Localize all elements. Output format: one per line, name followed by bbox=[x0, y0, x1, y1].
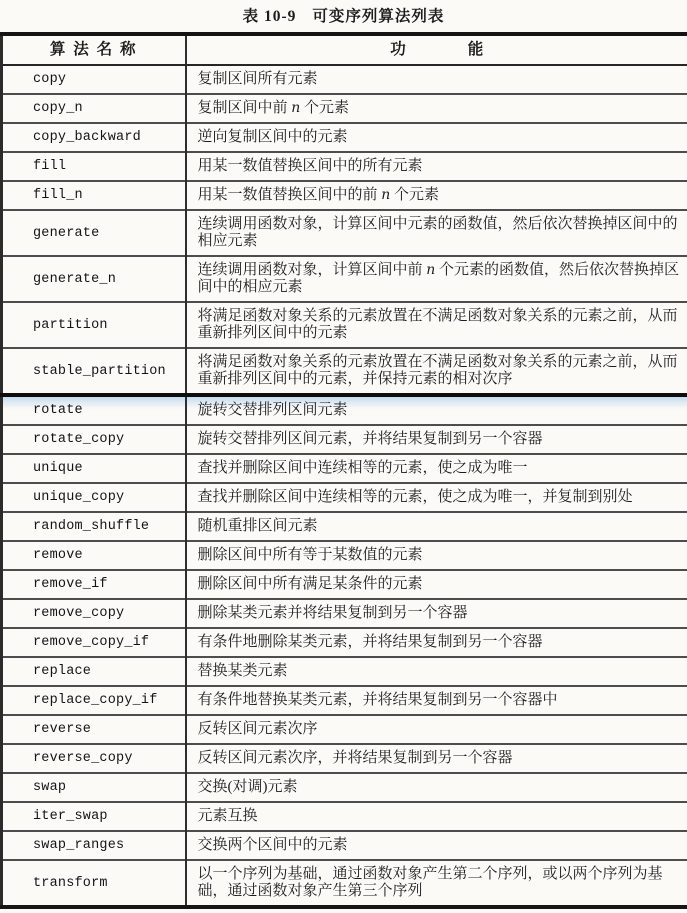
function-text: 删除某类元素并将结果复制到另一个容器 bbox=[197, 605, 468, 621]
table-row bbox=[2, 152, 687, 181]
table-row bbox=[2, 210, 687, 256]
algorithm-name-cell: remove_copy_if bbox=[2, 628, 186, 657]
function-text: 交换(对调)元素 bbox=[197, 779, 298, 795]
function-text: 替换某类元素 bbox=[197, 663, 288, 679]
table-row bbox=[2, 395, 687, 425]
table-header bbox=[2, 34, 687, 65]
function-text: 复制区间中前 bbox=[197, 100, 292, 116]
function-text: 将满足函数对象关系的元素放置在不满足函数对象关系的元素之前，从而重新排列区间中的元素 bbox=[197, 308, 678, 341]
function-text: 逆向复制区间中的元素 bbox=[197, 129, 348, 145]
function-cell bbox=[186, 570, 687, 599]
function-cell bbox=[186, 744, 687, 773]
function-cell bbox=[186, 256, 687, 302]
table-row bbox=[2, 65, 687, 94]
function-cell bbox=[186, 454, 687, 483]
italic-variable: n bbox=[291, 100, 301, 116]
algorithm-name-cell: iter_swap bbox=[2, 802, 186, 831]
table-row bbox=[2, 425, 687, 454]
function-cell bbox=[186, 512, 687, 541]
function-text: 连续调用函数对象，计算区间中元素的函数值，然后依次替换掉区间中的相应元素 bbox=[197, 216, 678, 249]
table-row bbox=[2, 483, 687, 512]
function-cell bbox=[186, 181, 687, 210]
table-row bbox=[2, 256, 687, 302]
table-row bbox=[2, 181, 687, 210]
algorithm-name-cell: stable_partition bbox=[2, 348, 186, 395]
table-row bbox=[2, 599, 687, 628]
function-cell bbox=[186, 210, 687, 256]
algorithm-name-cell: fill bbox=[2, 152, 186, 181]
function-text: 删除区间中所有满足某条件的元素 bbox=[197, 576, 423, 592]
function-text: 用某一数值替换区间中的所有元素 bbox=[197, 158, 423, 174]
function-text: 复制区间所有元素 bbox=[197, 71, 318, 87]
algorithm-name-cell: swap bbox=[2, 773, 186, 802]
algorithm-name-cell: rotate bbox=[2, 395, 186, 425]
algorithm-name-cell: copy bbox=[2, 65, 186, 94]
function-text: 将满足函数对象关系的元素放置在不满足函数对象关系的元素之前，从而重新排列区间中的元素，并保持元素的相对次序 bbox=[197, 354, 678, 387]
table-row bbox=[2, 715, 687, 744]
function-text: 以一个序列为基础，通过函数对象产生第二个序列，或以两个序列为基础，通过函数对象产生第三个序列 bbox=[197, 866, 663, 899]
function-text: 查找并删除区间中连续相等的元素，使之成为唯一 bbox=[197, 460, 528, 476]
table-body bbox=[2, 65, 687, 907]
function-cell bbox=[186, 123, 687, 152]
function-text: 交换两个区间中的元素 bbox=[197, 837, 348, 853]
algorithm-name-cell: remove_copy bbox=[2, 599, 186, 628]
function-cell bbox=[186, 65, 687, 94]
header-algorithm-name: 算 法 名 称 bbox=[2, 34, 186, 65]
function-cell bbox=[186, 395, 687, 425]
algorithm-name-cell: copy_n bbox=[2, 94, 186, 123]
function-cell bbox=[186, 715, 687, 744]
table-row bbox=[2, 860, 687, 907]
function-text: 有条件地删除某类元素，并将结果复制到另一个容器 bbox=[197, 634, 543, 650]
table-row bbox=[2, 802, 687, 831]
table-caption-number: 表 10-9 bbox=[242, 8, 297, 25]
table-row bbox=[2, 94, 687, 123]
table-row bbox=[2, 831, 687, 860]
algorithm-name-cell: unique bbox=[2, 454, 186, 483]
table-caption bbox=[0, 0, 687, 26]
italic-variable: n bbox=[381, 187, 391, 203]
algorithm-name-cell: remove bbox=[2, 541, 186, 570]
function-cell bbox=[186, 628, 687, 657]
algorithm-name-cell: generate bbox=[2, 210, 186, 256]
algorithm-name-cell: rotate_copy bbox=[2, 425, 186, 454]
function-cell bbox=[186, 348, 687, 395]
table-row bbox=[2, 570, 687, 599]
table-row bbox=[2, 512, 687, 541]
table-row bbox=[2, 123, 687, 152]
function-text: 删除区间中所有等于某数值的元素 bbox=[197, 547, 423, 563]
header-row bbox=[2, 34, 687, 65]
function-cell bbox=[186, 94, 687, 123]
algorithm-name-cell: generate_n bbox=[2, 256, 186, 302]
algorithm-name-cell: reverse bbox=[2, 715, 186, 744]
function-cell bbox=[186, 686, 687, 715]
table-row bbox=[2, 541, 687, 570]
algorithm-name-cell: remove_if bbox=[2, 570, 186, 599]
table-row bbox=[2, 773, 687, 802]
function-text: 随机重排区间元素 bbox=[197, 518, 318, 534]
algorithm-name-cell: transform bbox=[2, 860, 186, 907]
function-cell bbox=[186, 773, 687, 802]
algorithm-name-cell: replace bbox=[2, 657, 186, 686]
function-text: 个元素 bbox=[390, 187, 440, 203]
algorithm-table bbox=[0, 32, 687, 909]
italic-variable: n bbox=[426, 262, 436, 278]
algorithm-name-cell: random_shuffle bbox=[2, 512, 186, 541]
function-cell bbox=[186, 860, 687, 907]
function-text: 用某一数值替换区间中的前 bbox=[197, 187, 382, 203]
function-text: 有条件地替换某类元素，并将结果复制到另一个容器中 bbox=[197, 692, 558, 708]
function-text: 反转区间元素次序 bbox=[197, 721, 318, 737]
table-row bbox=[2, 454, 687, 483]
table-row bbox=[2, 628, 687, 657]
function-cell bbox=[186, 541, 687, 570]
function-cell bbox=[186, 302, 687, 348]
header-function: 功 能 bbox=[186, 34, 687, 65]
function-text: 个元素 bbox=[300, 100, 350, 116]
function-text: 连续调用函数对象，计算区间中前 bbox=[197, 262, 427, 278]
algorithm-name-cell: copy_backward bbox=[2, 123, 186, 152]
table-row bbox=[2, 302, 687, 348]
function-text: 元素互换 bbox=[197, 808, 258, 824]
function-text: 个元素的函数值，然后依次替换掉区间中的相应元素 bbox=[197, 262, 680, 295]
algorithm-name-cell: unique_copy bbox=[2, 483, 186, 512]
algorithm-name-cell: fill_n bbox=[2, 181, 186, 210]
function-cell bbox=[186, 425, 687, 454]
function-cell bbox=[186, 483, 687, 512]
function-cell bbox=[186, 657, 687, 686]
table-row bbox=[2, 657, 687, 686]
algorithm-name-cell: swap_ranges bbox=[2, 831, 186, 860]
function-text: 旋转交替排列区间元素 bbox=[197, 402, 348, 418]
function-text: 查找并删除区间中连续相等的元素，使之成为唯一，并复制到别处 bbox=[197, 489, 633, 505]
algorithm-name-cell: partition bbox=[2, 302, 186, 348]
table-row bbox=[2, 686, 687, 715]
function-text: 反转区间元素次序，并将结果复制到另一个容器 bbox=[197, 750, 513, 766]
algorithm-name-cell: reverse_copy bbox=[2, 744, 186, 773]
function-cell bbox=[186, 831, 687, 860]
function-text: 旋转交替排列区间元素，并将结果复制到另一个容器 bbox=[197, 431, 543, 447]
table-caption-title: 可变序列算法列表 bbox=[312, 8, 445, 25]
function-cell bbox=[186, 802, 687, 831]
table-row bbox=[2, 348, 687, 395]
function-cell bbox=[186, 152, 687, 181]
algorithm-name-cell: replace_copy_if bbox=[2, 686, 186, 715]
table-row bbox=[2, 744, 687, 773]
function-cell bbox=[186, 599, 687, 628]
